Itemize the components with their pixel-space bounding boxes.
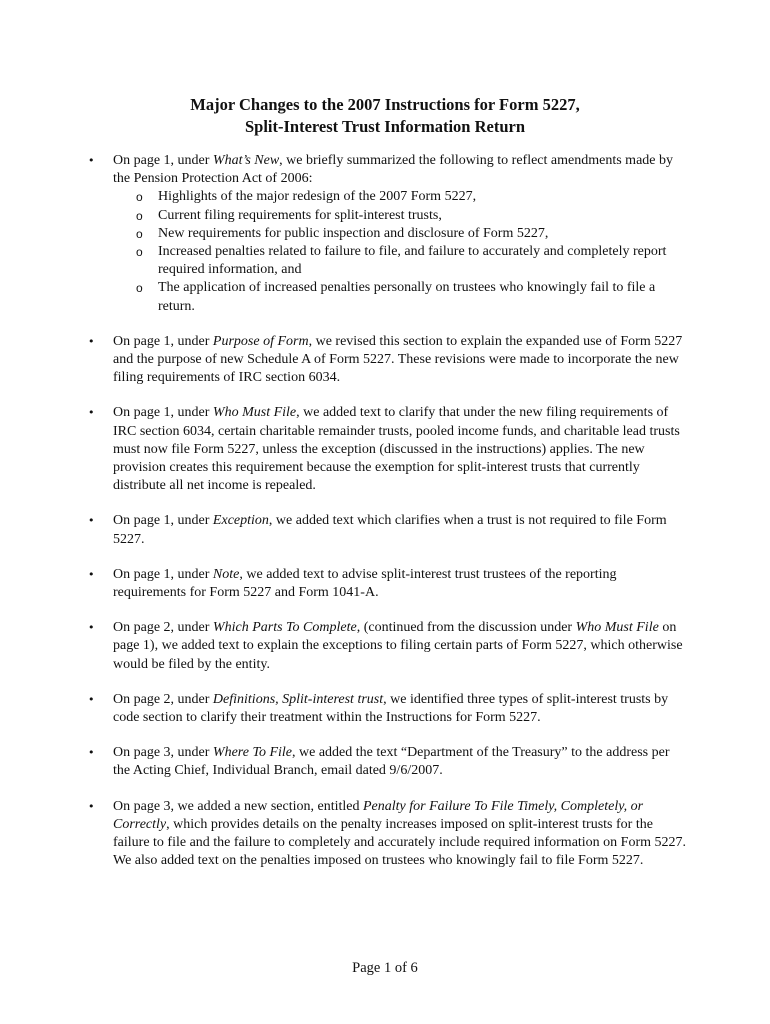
text-run: On page 1, under: [113, 566, 213, 582]
text-run: on page 1), we added text to explain the exceptions to filing certain parts of Form 5227, which otherwise would be filed by the entity.: [113, 620, 683, 672]
list-item: [88, 404, 688, 495]
sub-list-item: [113, 279, 688, 315]
list-item: [88, 333, 688, 388]
sub-list-item-text: Highlights of the major redesign of the 2007 Form 5227,: [158, 189, 477, 205]
text-run: On page 3, under: [113, 745, 213, 761]
sub-list-item: [113, 188, 688, 206]
bullet-icon: •: [88, 621, 95, 635]
text-run: , we added text to clarify that under the new filing requirements of IRC section 6034, certain charitable remainder trusts, pooled income funds, and charitable lead trusts must now file Form 5227, unless the exception (discussed in the instructions) applies. The new provision creates this requirement because the exemption for split-interest trusts that currently distribute all net income is repealed.: [113, 405, 680, 494]
sub-list-item-text: Increased penalties related to failure to file, and failure to accurately and completely report required information, and: [158, 244, 667, 278]
bullet-icon: •: [88, 746, 95, 760]
list-item: [88, 566, 688, 602]
text-run: On page 1, under: [113, 405, 213, 421]
bullet-icon: •: [88, 692, 95, 706]
bullet-icon: •: [88, 154, 95, 167]
bullet-icon: •: [88, 334, 95, 348]
text-run: On page 1, under: [113, 513, 213, 529]
section-reference: Note: [212, 566, 240, 582]
section-reference: Where To File: [212, 745, 292, 761]
document-title: [0, 94, 770, 138]
list-item: [88, 152, 688, 316]
section-reference: Penalty for Failure To File Timely, Completely, or Correctly: [113, 798, 644, 832]
bullet-icon: •: [88, 799, 95, 813]
text-run: , which provides details on the penalty increases imposed on split-interest trusts for the failure to file and the failure to completely and accurately include required information on Form 5227. We also added text on the penalties imposed on trustees who knowingly fail to file Form 5227.: [113, 816, 687, 869]
bullet-icon: •: [88, 514, 95, 528]
sub-bullet-icon: o: [136, 226, 143, 241]
text-run: On page 1, under: [113, 153, 213, 168]
change-list: [88, 152, 688, 888]
list-item-text: [113, 512, 688, 548]
text-run: , we added text which clarifies when a trust is not required to file Form 5227.: [113, 513, 667, 547]
sub-list-item-text: Current filing requirements for split-interest trusts,: [158, 207, 442, 223]
list-item-text: [113, 744, 688, 780]
list-item-text: [113, 691, 688, 727]
section-reference: What’s New: [212, 153, 280, 168]
text-run: , we identified three types of split-interest trusts by code section to clarify their treatment within the Instructions for Form 5227.: [113, 691, 669, 726]
list-item: [88, 619, 688, 674]
list-item: [88, 798, 688, 871]
section-reference: Exception: [212, 513, 269, 529]
sub-bullet-icon: o: [136, 245, 143, 260]
list-item-text: [113, 404, 688, 495]
bullet-icon: •: [88, 567, 95, 581]
section-reference: Who Must File: [575, 620, 659, 636]
text-run: On page 2, under: [113, 691, 213, 707]
list-item-text: [113, 566, 688, 602]
text-run: On page 2, under: [113, 620, 213, 636]
text-run: On page 1, under: [113, 333, 213, 349]
sub-bullet-icon: o: [136, 281, 143, 296]
section-reference: Definitions, Split-interest trust: [212, 691, 384, 707]
sub-bullet-icon: o: [136, 208, 143, 223]
section-reference: Who Must File: [212, 405, 297, 421]
text-run: , we added the text “Department of the Treasury” to the address per the Acting Chief, Individual Branch, email dated 9/6/2007.: [113, 745, 670, 779]
list-item-text: [113, 619, 688, 674]
sub-bullet-icon: o: [136, 190, 143, 205]
sub-list-item: [113, 207, 688, 225]
text-run: , we revised this section to explain the expanded use of Form 5227 and the purpose of new Schedule A of Form 5227. These revisions were made to incorporate the new filing requirements of IRC section 6034.: [113, 333, 683, 386]
bullet-icon: •: [88, 406, 95, 420]
text-run: , (continued from the discussion under: [356, 620, 576, 636]
list-item-text: [113, 152, 688, 188]
title-line-1: Major Changes to the 2007 Instructions for Form 5227,: [190, 95, 580, 114]
text-run: On page 3, we added a new section, entitled: [113, 798, 363, 814]
text-run: , we added text to advise split-interest trust trustees of the reporting requirements for Form 5227 and Form 1041-A.: [113, 566, 617, 601]
sub-list-item: [113, 225, 688, 243]
text-run: , we briefly summarized the following to reflect amendments made by the Pension Protection Act of 2006:: [113, 153, 673, 187]
sub-list-item-text: The application of increased penalties personally on trustees who knowingly fail to file a return.: [158, 280, 656, 314]
sub-list-item-text: New requirements for public inspection and disclosure of Form 5227,: [158, 225, 549, 241]
page-number: Page 1 of 6: [352, 960, 418, 976]
sub-list-item: [113, 243, 688, 279]
section-reference: Purpose of Form: [212, 333, 309, 349]
list-item-text: [113, 798, 688, 871]
list-item: [88, 744, 688, 780]
list-item: [88, 512, 688, 548]
section-reference: Which Parts To Complete: [212, 620, 357, 636]
list-item-text: [113, 333, 688, 388]
list-item: [88, 691, 688, 727]
sub-list: [113, 188, 688, 315]
title-line-2: Split-Interest Trust Information Return: [244, 117, 526, 136]
